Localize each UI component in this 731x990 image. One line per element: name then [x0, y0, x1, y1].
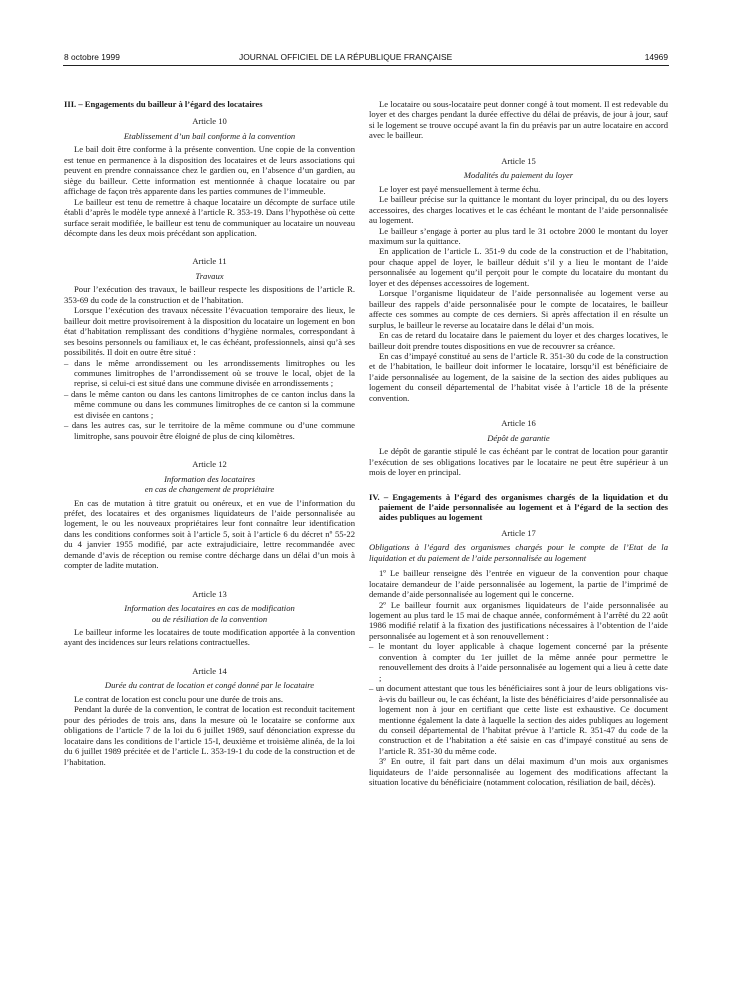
article-12-paragraph: En cas de mutation à titre gratuit ou onéreux, et en vue de l’information du préfet, des locataires et des organismes liquidateurs de l’aide personnalisée au logement, le ou les nouveaux propriétaires leur font connaître leur identification dans les conditions conformes soit à l’article 5, soit à l’article 6 du décret nº 55-22 du 4 janvier 1955 modifié, par acte extrajudiciaire, lettre recommandée avec demande d’avis de réception ou remise contre décharge dans un délai d’un mois à compter de ladite mutation.: [64, 497, 355, 571]
article-17-title: Obligations à l’égard des organismes chargés pour le compte de l’Etat de la liquidation et du paiement de l’aide personnalisée au logement: [369, 542, 668, 563]
section-heading-4: IV. – Engagements à l’égard des organismes chargés de la liquidation et du paiement de l’aide personnalisée au logement et à l’égard de la section des aides publiques au logement: [369, 491, 668, 523]
article-16-title: Dépôt de garantie: [487, 432, 550, 443]
article-11-title: Travaux: [195, 270, 224, 281]
right-column: [369, 99, 668, 788]
article-14-title: Durée du contrat de location et congé donné par le locataire: [104, 680, 315, 691]
article-16-label: Article 16: [501, 418, 536, 429]
article-10-title: Etablissement d’un bail conforme à la convention: [123, 130, 296, 141]
article-13-title-line: Information des locataires en cas de modification: [124, 603, 295, 614]
article-14-paragraph: Le contrat de location est conclu pour une durée de trois ans.: [74, 693, 284, 704]
article-17-list-item: – le montant du loyer applicable à chaque logement concerné par la présente convention à compter du 1er juillet de la même année pour permettre le renouvellement des droits à l’aide personnalisée au logement qui a lieu à cette date ;: [369, 641, 668, 683]
article-16-paragraph: Le dépôt de garantie stipulé le cas échéant par le contrat de location pour garantir l’exécution de ses obligations locatives par le locataire ne peut être supérieur à un mois de loyer en principal.: [369, 446, 668, 478]
article-17-paragraph: 2º Le bailleur fournit aux organismes liquidateurs de l’aide personnalisée au logement au plus tard le 15 mai de chaque année, conformément à l’arrêté du 22 août 1986 modifié relatif à la fixation des justifications nécessaires à l’obtention de l’aide personnalisée au logement et à son renouvellement :: [369, 599, 668, 641]
article-12-title: [64, 474, 355, 495]
article-17-list-item: – un document attestant que tous les bénéficiaires sont à jour de leurs obligations vis-à-vis du bailleur ou, le cas échéant, la liste des bénéficiaires d’aide personnalisée au logement non à jour en certifiant que cette liste est exhaustive. Ce document mentionne également la date à laquelle la section des aides publiques au logement du conseil départemental de l’habitat prévue à l’article R. 351-47 du code de la construction et de l’habitation a été saisie en cas d’impayé constitué au sens de l’article R. 351-30 du même code.: [369, 683, 668, 756]
header-rule: [63, 65, 669, 66]
article-13-label: Article 13: [192, 588, 227, 599]
article-11-paragraph: Lorsque l’exécution des travaux nécessite l’évacuation temporaire des lieux, le bailleur doit mettre provisoirement à la disposition du locataire un logement en bon état d’habitation remplissant des conditions d’hygiène normales, correspondant à ses besoins personnels ou familiaux et, le cas échéant, professionnels, ainsi qu’à ses possibilités. Il doit en outre être situé :: [64, 305, 355, 358]
left-column: [64, 99, 355, 767]
article-17-paragraph: 3º En outre, il fait part dans un délai maximum d’un mois aux organismes liquidateurs de l’aide personnalisée au logement des modifications affectant la situation locative du bénéficiaire (notamment colocation, résiliation de bail, décès).: [369, 756, 668, 788]
article-13-title: [64, 603, 355, 624]
article-15-paragraph: Le bailleur s’engage à porter au plus tard le 31 octobre 2000 le montant du loyer maximum sur la quittance.: [369, 225, 668, 246]
article-14-paragraph: Pendant la durée de la convention, le contrat de location est reconduit tacitement pour des périodes de trois ans, dans la mesure où le locataire se conforme aux obligations de l’article 7 de la loi du 6 juillet 1989, sauf dénonciation expresse du locataire dans les conditions de l’article 15-I, deuxième et troisième alinéa, de la loi du 6 juillet 1989 précitée et de l’article L. 353-19-1 du code de la construction et de l’habitation.: [64, 704, 355, 767]
article-15-label: Article 15: [501, 155, 536, 166]
header-date: 8 octobre 1999: [64, 52, 120, 62]
article-13-paragraph: Le bailleur informe les locataires de toute modification apportée à la convention ayant des incidences sur leurs relations contractuelles.: [64, 627, 355, 648]
header-journal-title: JOURNAL OFFICIEL DE LA RÉPUBLIQUE FRANÇAISE: [239, 52, 453, 62]
article-10-paragraph: Le bail doit être conforme à la présente convention. Une copie de la convention est tenue en permanence à la disposition des locataires et de leurs associations qui peuvent en prendre connaissance chez le gardien ou, en l’absence d’un gardien, au siège du bailleur. Cette information est mentionnée à chaque locataire ou par affichage de façon très apparente dans les parties communes de l’immeuble.: [64, 144, 355, 197]
article-17-paragraph: 1º Le bailleur renseigne dès l’entrée en vigueur de la convention pour chaque locataire demandeur de l’aide personnalisée au logement, la partie de l’imprimé de demande d’aide personnalisée au logement qui le concerne.: [369, 568, 668, 600]
header-page-number: 14969: [644, 52, 668, 62]
article-10-label: Article 10: [192, 116, 227, 127]
article-11-list-item: – dans le même canton ou dans les cantons limitrophes de ce canton inclus dans la même commune ou dans les communes limitrophes de ce canton si la commune est divisée en cantons ;: [64, 388, 355, 420]
article-12-title-line: en cas de changement de propriétaire: [144, 484, 275, 495]
article-10-paragraph: Le bailleur est tenu de remettre à chaque locataire un décompte de surface utile établi d’après le modèle type annexé à l’article R. 353-19. Dans l’hypothèse où cette surface serait modifiée, le bailleur est tenu de communiquer au locataire un nouveau décompte dans les deux mois précédant son application.: [64, 196, 355, 238]
article-15-title: Modalités du paiement du loyer: [463, 170, 574, 181]
article-15-paragraph: En cas d’impayé constitué au sens de l’article R. 351-30 du code de la construction et de l’habitation, le bailleur doit informer le locataire, lorsqu’il est bénéficiaire de l’aide personnalisée au logement, de la saisine de la section des aides publiques au logement du conseil départemental de l’habitat visée à l’article 18 de la présente convention.: [369, 350, 668, 403]
article-12-title-line: Information des locataires: [164, 473, 255, 484]
section-heading-3: III. – Engagements du bailleur à l’égard des locataires: [64, 99, 263, 109]
article-14-label: Article 14: [192, 665, 227, 676]
article-13-title-line: ou de résiliation de la convention: [151, 613, 268, 624]
article-11-list-item: – dans le même arrondissement ou les arrondissements limitrophes ou les communes limitrophes de l’arrondissement où se trouve le local, objet de la reprise, si celui-ci est situé dans une commune divisée en arrondissements ;: [64, 357, 355, 389]
article-15-paragraph: En cas de retard du locataire dans le paiement du loyer et des charges locatives, le bailleur doit prendre toutes dispositions en vue de recouvrer sa créance.: [369, 330, 668, 351]
article-15-paragraph: En application de l’article L. 351-9 du code de la construction et de l’habitation, pour chaque appel de loyer, le bailleur déduit s’il y a lieu le montant de l’aide personnalisée au logement qu’il perçoit pour le compte du locataire du montant du loyer et des dépenses accessoires de logement.: [369, 246, 668, 288]
article-11-paragraph: Pour l’exécution des travaux, le bailleur respecte les dispositions de l’article R. 353-69 du code de la construction et de l’habitation.: [64, 284, 355, 305]
article-12-label: Article 12: [192, 459, 227, 470]
article-15-paragraph: Le loyer est payé mensuellement à terme échu.: [379, 183, 541, 194]
article-11-label: Article 11: [192, 256, 227, 267]
article-11-list-item: – dans les autres cas, sur le territoire de la même commune ou d’une commune limitrophe, sans pouvoir être éloigné de plus de cinq kilomètres.: [64, 420, 355, 441]
article-15-paragraph: Lorsque l’organisme liquidateur de l’aide personnalisée au logement verse au bailleur des rappels d’aide personnalisée pour le compte de locataires, le bailleur affecte ces sommes au compte de ces derniers. Si après affectation il en résulte un surplus, le bailleur le reverse au locataire dans le délai d’un mois.: [369, 288, 668, 330]
article-17-label: Article 17: [501, 527, 536, 538]
article-14-continued-paragraph: Le locataire ou sous-locataire peut donner congé à tout moment. Il est redevable du loyer et des charges pendant la durée effective du délai de préavis, de jour à jour, sauf si le logement se trouve occupé avant la fin du préavis par un autre locataire en accord avec le bailleur.: [369, 99, 668, 141]
article-15-paragraph: Le bailleur précise sur la quittance le montant du loyer principal, du ou des loyers accessoires, des charges locatives et le cas échéant le montant de l’aide personnalisée au logement.: [369, 194, 668, 226]
